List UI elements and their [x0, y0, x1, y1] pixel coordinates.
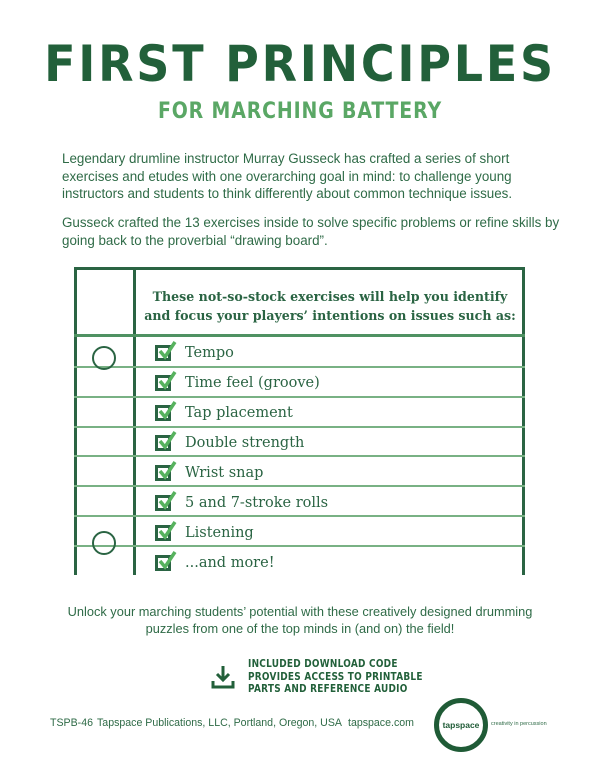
download-line-1: INCLUDED DOWNLOAD CODE — [248, 658, 398, 670]
download-line-3: PARTS AND REFERENCE AUDIO — [248, 683, 408, 695]
checklist-item-label: 5 and 7-stroke rolls — [185, 495, 329, 511]
checklist-item-label: Listening — [185, 525, 254, 541]
page-title: FIRST PRINCIPLES — [44, 35, 556, 93]
download-icon — [210, 664, 236, 690]
publisher-info: Tapspace Publications, LLC, Portland, Oregon, USA — [97, 717, 342, 729]
checklist-item — [155, 458, 263, 488]
checklist-item-label: ...and more! — [185, 555, 275, 571]
logo-tagline: creativity in percussion — [491, 721, 547, 727]
checkbox-checked-icon — [155, 375, 171, 391]
tapspace-logo — [434, 698, 488, 752]
checklist-item-label: Tempo — [185, 345, 234, 361]
checkbox-checked-icon — [155, 525, 171, 541]
checkbox-checked-icon — [155, 435, 171, 451]
checkbox-checked-icon — [155, 405, 171, 421]
download-notice — [210, 658, 454, 696]
checklist-item — [155, 548, 275, 578]
checklist-item — [155, 428, 304, 458]
intro-paragraph-2: Gusseck crafted the 13 exercises inside to solve specific problems or refine skills by going back to the proverbial “drawing board”. — [62, 215, 560, 248]
checkbox-checked-icon — [155, 345, 171, 361]
checkbox-checked-icon — [155, 495, 171, 511]
header-divider — [74, 334, 525, 337]
rule-line — [74, 485, 525, 487]
checklist-item — [155, 488, 328, 518]
logo-text: tapspace — [442, 720, 480, 730]
checklist-item-label: Double strength — [185, 435, 305, 451]
binder-hole-icon — [92, 346, 116, 370]
margin-line — [133, 267, 136, 575]
checklist-item — [155, 398, 293, 428]
rule-line — [74, 545, 525, 547]
checkbox-checked-icon — [155, 465, 171, 481]
checklist-item — [155, 518, 254, 548]
binder-hole-icon — [92, 531, 116, 555]
download-line-2: PROVIDES ACCESS TO PRINTABLE — [248, 670, 423, 683]
checkbox-checked-icon — [155, 555, 171, 571]
closing-text: Unlock your marching students’ potential with these creatively designed drumming puzzles from one of the top minds in (and on) the field! — [67, 604, 533, 636]
product-code: TSPB-46 — [50, 717, 93, 729]
checklist-intro: These not-so-stock exercises will help you identify and focus your players’ intentions on issues such as: — [144, 289, 516, 323]
checklist-item-label: Wrist snap — [185, 465, 264, 481]
website-link[interactable]: tapspace.com — [348, 717, 414, 729]
checklist-item — [155, 338, 234, 368]
page-subtitle: FOR MARCHING BATTERY — [157, 99, 443, 124]
intro-paragraph-1: Legendary drumline instructor Murray Gusseck has crafted a series of short exercises and etudes with one overarching goal in mind: to challenge young instructors and students to think differently about common technique issues. — [62, 151, 513, 201]
checklist-item-label: Tap placement — [185, 405, 293, 421]
checklist-item-label: Time feel (groove) — [185, 375, 320, 391]
checklist-item — [155, 368, 320, 398]
